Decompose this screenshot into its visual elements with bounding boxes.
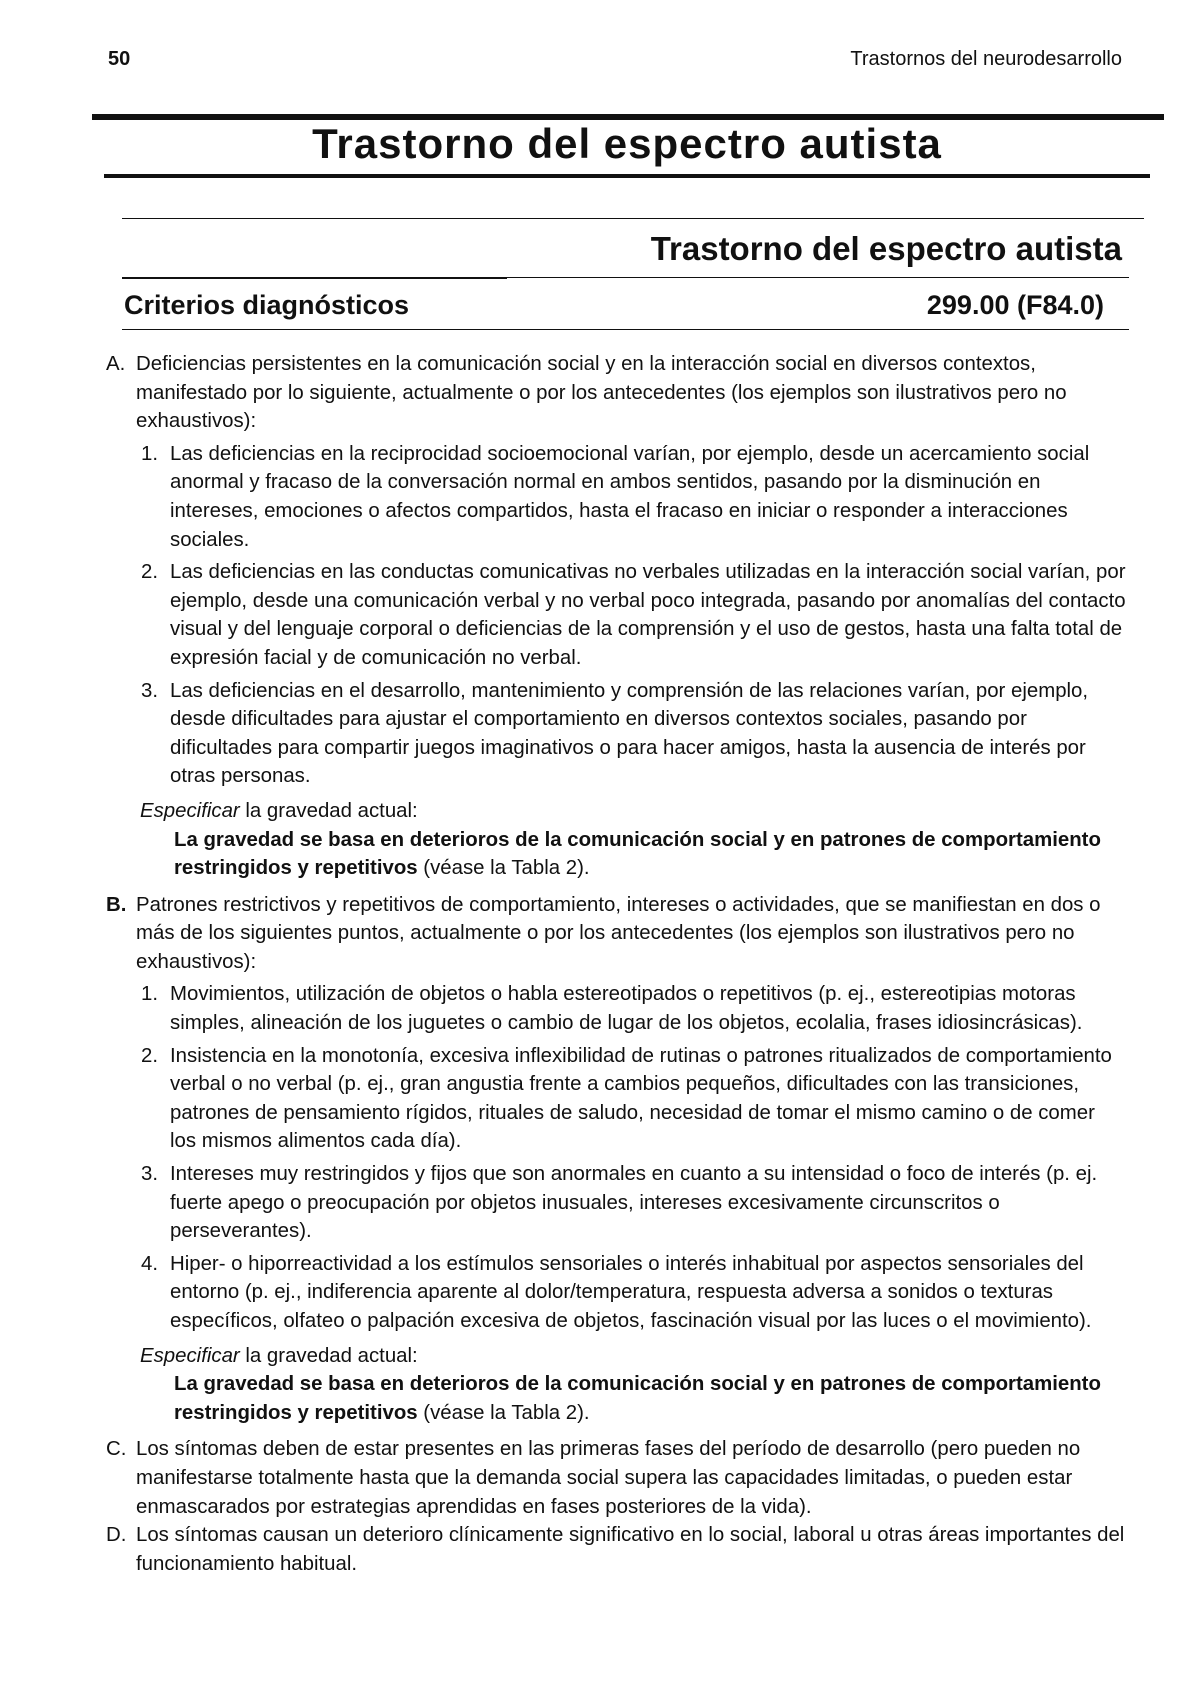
list-item — [106, 980, 1126, 1037]
specify-severity-a — [106, 797, 1126, 826]
severity-rest: (véase la Tabla 2). — [417, 857, 590, 880]
list-item — [106, 440, 1126, 554]
box-mid-rule-right — [507, 277, 1129, 278]
severity-bold: La gravedad se basa en deterioros de la comunicación social y en patrones de comportamiento restringidos y repetitivos — [174, 1373, 1101, 1424]
criterion-b — [106, 891, 1126, 977]
criterion-text: Los síntomas deben de estar presentes en las primeras fases del período de desarrollo (pero pueden no manifestarse totalmente hasta que la demanda social supera las capacidades limitadas, o pueden estar enmascarados por estrategias aprendidas en fases posteriores de la vida). — [136, 1438, 1081, 1518]
specify-label: Especificar — [140, 1344, 240, 1367]
criterion-label: C. — [106, 1438, 127, 1461]
criterion-a — [106, 350, 1126, 436]
running-head: Trastornos del neurodesarrollo — [850, 48, 1122, 70]
diagnostic-code: 299.00 (F84.0) — [926, 290, 1104, 320]
specify-severity-b — [106, 1342, 1126, 1371]
list-item-number: 1. — [141, 442, 159, 465]
box-title: Trastorno del espectro autista — [650, 230, 1122, 267]
criterion-text: Deficiencias persistentes en la comunicación social y en la interacción social en diversos contextos, manifestado por lo siguiente, actualmente o por los antecedentes (los ejemplos son ilustrativos pero no exhaustivos): — [136, 353, 1067, 433]
severity-bold: La gravedad se basa en deterioros de la comunicación social y en patrones de comportamiento restringidos y repetitivos — [174, 828, 1101, 880]
list-item-number: 1. — [141, 983, 159, 1006]
list-item-text: Movimientos, utilización de objetos o habla estereotipados o repetitivos (p. ej., estereotipias motoras simples, alineación de los juguetes o cambio de lugar de los objetos, ecolalia, frases idiosincrásicas). — [170, 983, 1083, 1035]
criterion-text: Los síntomas causan un deterioro clínicamente significativo en lo social, laboral u otras áreas importantes del funcionamiento habitual. — [136, 1524, 1125, 1575]
list-item-number: 4. — [141, 1252, 159, 1275]
list-item — [106, 558, 1126, 672]
main-title: Trastorno del espectro autista — [312, 120, 942, 167]
list-item-number: 2. — [141, 561, 159, 584]
criterion-label: D. — [106, 1524, 127, 1547]
criteria-label: Criterios diagnósticos — [124, 290, 410, 320]
severity-rest: (véase la Tabla 2). — [417, 1401, 590, 1424]
specify-text: la gravedad actual: — [239, 1344, 418, 1367]
list-item — [106, 677, 1126, 791]
list-item-text: Hiper- o hiporreactividad a los estímulos sensoriales o interés inhabitual por aspectos sensoriales del entorno (p. ej., indiferencia aparente al dolor/temperatura, respuesta adversa a sonidos o texturas específicos, olfateo o palpación excesiva de objetos, fascinación visual por las luces o el movimiento). — [170, 1252, 1092, 1332]
severity-note-a — [106, 826, 1126, 883]
criterion-label: B. — [106, 893, 127, 916]
list-item-number: 3. — [141, 1163, 159, 1186]
list-item — [106, 1250, 1126, 1336]
list-item-number: 3. — [141, 679, 159, 702]
criterion-d — [106, 1521, 1126, 1578]
page-number: 50 — [108, 48, 131, 70]
list-item — [106, 1042, 1126, 1156]
box-mid-rule-left — [122, 277, 507, 279]
severity-note-b — [106, 1370, 1126, 1427]
criterion-label: A. — [106, 353, 126, 375]
specify-text: la gravedad actual: — [239, 799, 418, 822]
criterion-a-list — [106, 440, 1126, 791]
box-top-rule — [122, 218, 1144, 219]
list-item-text: Las deficiencias en el desarrollo, mantenimiento y comprensión de las relaciones varían, por ejemplo, desde dificultades para ajustar el comportamiento en diversos contextos sociales, pasando por dificultades para compartir juegos imaginativos o para hacer amigos, hasta la ausencia de interés por otras personas. — [170, 679, 1089, 788]
list-item-text: Intereses muy restringidos y fijos que son anormales en cuanto a su intensidad o foco de interés (p. ej. fuerte apego o preocupación por objetos inusuales, intereses excesivamente circunscritos o perseverantes). — [170, 1163, 1098, 1243]
box-bottom-rule — [122, 329, 1129, 330]
title-rule — [104, 174, 1150, 178]
list-item — [106, 1160, 1126, 1246]
list-item-number: 2. — [141, 1044, 159, 1067]
criterion-text: Patrones restrictivos y repetitivos de comportamiento, intereses o actividades, que se manifiestan en dos o más de los siguientes puntos, actualmente o por los antecedentes (los ejemplos son ilustrativos pero no exhaustivos): — [136, 893, 1101, 973]
specify-label: Especificar — [140, 799, 240, 822]
criterion-c — [106, 1435, 1126, 1521]
criterion-b-list — [106, 980, 1126, 1335]
criteria-body — [106, 350, 1126, 1578]
list-item-text: Las deficiencias en la reciprocidad socioemocional varían, por ejemplo, desde un acercamiento social anormal y fracaso de la conversación normal en ambos sentidos, pasando por la disminución en intereses, emociones o afectos compartidos, hasta el fracaso en iniciar o responder a interacciones sociales. — [170, 442, 1090, 551]
list-item-text: Las deficiencias en las conductas comunicativas no verbales utilizadas en la interacción social varían, por ejemplo, desde una comunicación verbal y no verbal poco integrada, pasando por anomalías del contacto visual y del lenguaje corporal o deficiencias de la comprensión y el uso de gestos, hasta una falta total de expresión facial y de comunicación no verbal. — [170, 561, 1126, 669]
list-item-text: Insistencia en la monotonía, excesiva inflexibilidad de rutinas o patrones ritualizados de comportamiento verbal o no verbal (p. ej., gran angustia frente a cambios pequeños, dificultades con las transiciones, patrones de pensamiento rígidos, rituales de saludo, necesidad de tomar el mismo camino o de comer los mismos alimentos cada día). — [170, 1044, 1112, 1153]
